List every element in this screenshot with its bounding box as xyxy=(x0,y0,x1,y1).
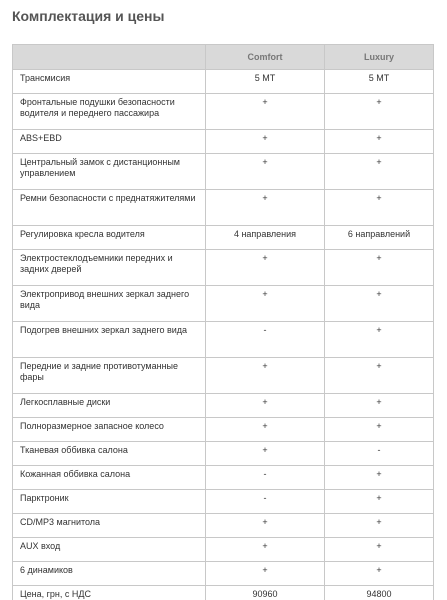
table-row xyxy=(13,466,434,490)
feature-cell: Кожанная оббивка салона xyxy=(13,466,206,490)
feature-cell: CD/MP3 магнитола xyxy=(13,514,206,538)
specs-table xyxy=(12,44,434,600)
header-feature xyxy=(13,45,206,70)
table-row xyxy=(13,538,434,562)
feature-cell: Легкосплавные диски xyxy=(13,394,206,418)
luxury-cell: 5 МТ xyxy=(325,70,434,94)
table-row xyxy=(13,490,434,514)
comfort-cell: 90960 xyxy=(206,586,325,600)
feature-cell: Подогрев внешних зеркал заднего вида xyxy=(13,322,206,358)
luxury-cell: - xyxy=(325,442,434,466)
table-header-row xyxy=(13,45,434,70)
table-row xyxy=(13,286,434,322)
table-row xyxy=(13,94,434,130)
feature-cell: Трансмисия xyxy=(13,70,206,94)
luxury-cell: + xyxy=(325,562,434,586)
luxury-cell: + xyxy=(325,538,434,562)
luxury-cell: 94800 xyxy=(325,586,434,600)
feature-cell: ABS+EBD xyxy=(13,130,206,154)
luxury-cell: + xyxy=(325,130,434,154)
comfort-cell: 5 МТ xyxy=(206,70,325,94)
luxury-cell: + xyxy=(325,286,434,322)
comfort-cell: + xyxy=(206,418,325,442)
comfort-cell: - xyxy=(206,322,325,358)
table-row xyxy=(13,394,434,418)
feature-cell: Ремни безопасности с преднатяжителями xyxy=(13,190,206,226)
luxury-cell: + xyxy=(325,322,434,358)
table-row xyxy=(13,70,434,94)
comfort-cell: + xyxy=(206,514,325,538)
comfort-cell: + xyxy=(206,358,325,394)
feature-cell: Электростеклодъемники передних и задних дверей xyxy=(13,250,206,286)
comfort-cell: + xyxy=(206,154,325,190)
luxury-cell: + xyxy=(325,154,434,190)
feature-cell: Регулировка кресла водителя xyxy=(13,226,206,250)
table-row xyxy=(13,418,434,442)
feature-cell: Центральный замок с дистанционным управлением xyxy=(13,154,206,190)
table-row xyxy=(13,190,434,226)
comfort-cell: - xyxy=(206,466,325,490)
table-row xyxy=(13,250,434,286)
table-row xyxy=(13,226,434,250)
comfort-cell: + xyxy=(206,94,325,130)
luxury-cell: + xyxy=(325,190,434,226)
feature-cell: Передние и задние противотуманные фары xyxy=(13,358,206,394)
feature-cell: Тканевая оббивка салона xyxy=(13,442,206,466)
feature-cell: AUX вход xyxy=(13,538,206,562)
feature-cell: Электропривод внешних зеркал заднего вида xyxy=(13,286,206,322)
table-row xyxy=(13,586,434,600)
comfort-cell: - xyxy=(206,490,325,514)
luxury-cell: + xyxy=(325,514,434,538)
table-row xyxy=(13,442,434,466)
table-row xyxy=(13,514,434,538)
comfort-cell: 4 направления xyxy=(206,226,325,250)
header-comfort: Comfort xyxy=(206,45,325,70)
luxury-cell: + xyxy=(325,250,434,286)
comfort-cell: + xyxy=(206,442,325,466)
page-title: Комплектация и цены xyxy=(12,8,165,24)
comfort-cell: + xyxy=(206,190,325,226)
table-row xyxy=(13,562,434,586)
feature-cell: Цена, грн, с НДС xyxy=(13,586,206,600)
comfort-cell: + xyxy=(206,130,325,154)
table-row xyxy=(13,154,434,190)
comfort-cell: + xyxy=(206,250,325,286)
luxury-cell: 6 направлений xyxy=(325,226,434,250)
luxury-cell: + xyxy=(325,418,434,442)
table-row xyxy=(13,322,434,358)
comfort-cell: + xyxy=(206,394,325,418)
luxury-cell: + xyxy=(325,358,434,394)
luxury-cell: + xyxy=(325,394,434,418)
feature-cell: Фронтальные подушки безопасности водителя и переднего пассажира xyxy=(13,94,206,130)
feature-cell: Парктроник xyxy=(13,490,206,514)
comfort-cell: + xyxy=(206,562,325,586)
header-luxury: Luxury xyxy=(325,45,434,70)
luxury-cell: + xyxy=(325,490,434,514)
feature-cell: Полноразмерное запасное колесо xyxy=(13,418,206,442)
comfort-cell: + xyxy=(206,538,325,562)
table-row xyxy=(13,130,434,154)
luxury-cell: + xyxy=(325,466,434,490)
comfort-cell: + xyxy=(206,286,325,322)
feature-cell: 6 динамиков xyxy=(13,562,206,586)
table-row xyxy=(13,358,434,394)
luxury-cell: + xyxy=(325,94,434,130)
